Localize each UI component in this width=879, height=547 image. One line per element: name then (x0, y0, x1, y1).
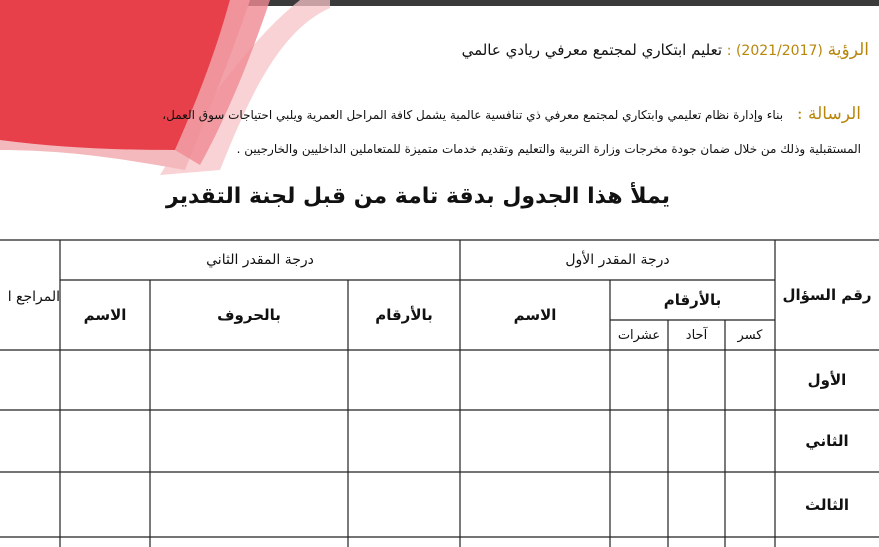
row-label-second: الثاني (805, 432, 849, 450)
row3-ones-cell[interactable] (668, 472, 725, 537)
fraction-header: كسر (737, 327, 763, 343)
row3-second-letters-cell[interactable] (150, 472, 348, 537)
page-heading: يملأ هذا الجدول بدقة تامة من قبل لجنة التقدير (166, 184, 670, 209)
row1-second-letters-cell[interactable] (150, 350, 348, 410)
row1-second-name-cell[interactable] (60, 350, 150, 410)
second-grader-header: درجة المقدر الثاني (206, 252, 314, 268)
row3-fraction-cell[interactable] (725, 472, 775, 537)
row-label-first: الأول (807, 371, 847, 389)
row2-ones-cell[interactable] (668, 410, 725, 472)
ones-header: آحاد (685, 327, 708, 343)
tens-header: عشرات (617, 327, 661, 343)
second-letters-header: بالحروف (217, 306, 281, 324)
vision-text: تعليم ابتكاري لمجتمع معرفي ريادي عالمي (461, 41, 722, 59)
row2-second-numbers-cell[interactable] (348, 410, 460, 472)
mission-text-1: بناء وإدارة نظام تعليمي وابتكاري لمجتمع معرفي ذي تنافسية عالمية يشمل كافة المراحل العمرية ويلبي احتياجات سوق العمل، (162, 108, 784, 122)
vision-line (29, 40, 869, 66)
question-number-header: رقم السؤال (782, 286, 872, 304)
row2-fraction-cell[interactable] (725, 410, 775, 472)
mission-line (21, 104, 861, 130)
first-numbers-header: بالأرقام (663, 291, 722, 309)
reviewer-header: المراجع ا (7, 289, 60, 305)
vision-years: (2021/2017) : (726, 43, 823, 59)
second-name-header: الاسم (83, 306, 127, 324)
row2-first-name-cell[interactable] (460, 410, 610, 472)
mission-line-2 (21, 142, 861, 162)
row3-second-numbers-cell[interactable] (348, 472, 460, 537)
row3-second-name-cell[interactable] (60, 472, 150, 537)
mission-text-2: المستقبلية وذلك من خلال ضمان جودة مخرجات وزارة التربية والتعليم وتقديم خدمات متميزة للمتعاملين الداخليين والخارجيين . (236, 142, 861, 156)
first-name-header: الاسم (513, 306, 557, 324)
row1-tens-cell[interactable] (610, 350, 668, 410)
mission-label: الرسالة : (796, 104, 861, 124)
row2-tens-cell[interactable] (610, 410, 668, 472)
row1-ones-cell[interactable] (668, 350, 725, 410)
second-numbers-header: بالأرقام (375, 306, 433, 324)
vision-label: الرؤية (827, 40, 869, 60)
row1-fraction-cell[interactable] (725, 350, 775, 410)
first-grader-header: درجة المقدر الأول (565, 252, 670, 268)
row3-first-name-cell[interactable] (460, 472, 610, 537)
row1-first-name-cell[interactable] (460, 350, 610, 410)
row3-tens-cell[interactable] (610, 472, 668, 537)
row2-second-letters-cell[interactable] (150, 410, 348, 472)
row1-second-numbers-cell[interactable] (348, 350, 460, 410)
row-label-third: الثالث (804, 495, 850, 514)
row2-second-name-cell[interactable] (60, 410, 150, 472)
